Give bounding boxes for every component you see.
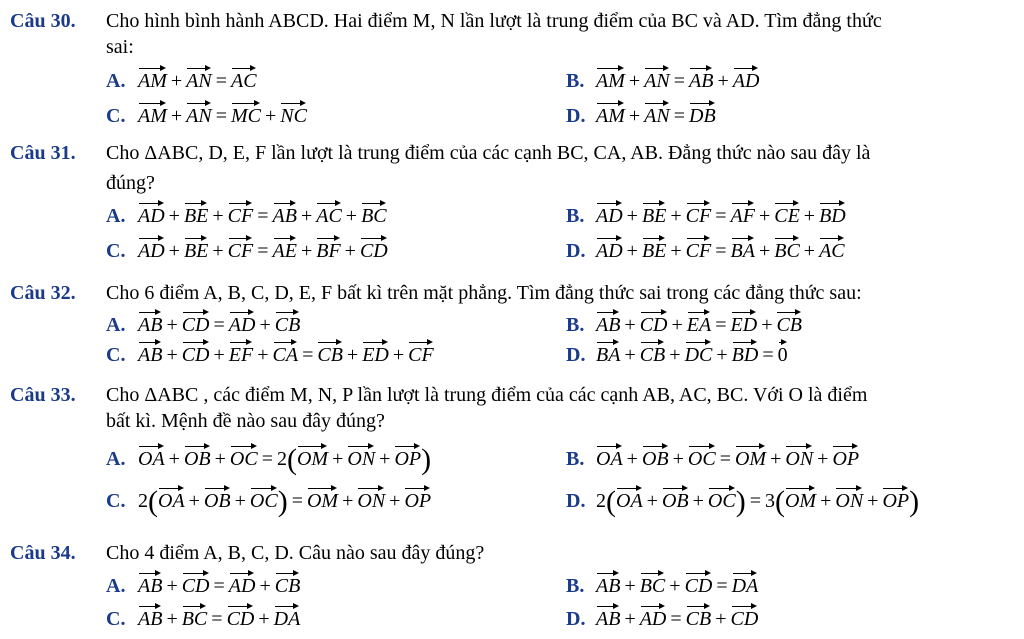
option-expr-b[interactable]: AD + BE + CF = AF + CE + BD [596, 205, 846, 227]
option-label-d[interactable]: D. [566, 105, 586, 127]
question-number: Câu 32. [10, 282, 76, 304]
question-number: Câu 30. [10, 10, 76, 32]
option-label-d[interactable]: D. [566, 490, 586, 512]
option-expr-a[interactable]: OA + OB + OC = 2(OM + ON + OP) [138, 443, 432, 476]
question-text-line-1: Cho ΔABC, D, E, F lần lượt là trung điểm của các cạnh BC, CA, AB. Đẳng thức nào sau đây là [106, 142, 871, 164]
question-number: Câu 34. [10, 542, 76, 564]
option-expr-d[interactable]: AM + AN = DB [596, 105, 716, 127]
question-text-line-1: Cho 6 điểm A, B, C, D, E, F bất kì trên mặt phẳng. Tìm đẳng thức sai trong các đẳng thức sau: [106, 282, 862, 304]
option-label-a[interactable]: A. [106, 205, 126, 227]
question-text-line-1: Cho ΔABC , các điểm M, N, P lần lượt là trung điểm của các cạnh AB, AC, BC. Với O là điểm [106, 384, 868, 406]
option-label-c[interactable]: C. [106, 608, 126, 630]
option-expr-d[interactable]: AD + BE + CF = BA + BC + AC [596, 240, 845, 262]
option-label-a[interactable]: A. [106, 314, 126, 336]
option-expr-c[interactable]: AB + BC = CD + DA [138, 608, 301, 630]
option-expr-a[interactable]: AM + AN = AC [138, 70, 257, 92]
option-expr-c[interactable]: AM + AN = MC + NC [138, 105, 307, 127]
question-text-line-1: Cho 4 điểm A, B, C, D. Câu nào sau đây đúng? [106, 542, 485, 564]
option-expr-a[interactable]: AB + CD = AD + CB [138, 314, 301, 336]
option-expr-b[interactable]: AM + AN = AB + AD [596, 70, 760, 92]
option-expr-c[interactable]: 2(OA + OB + OC) = OM + ON + OP [138, 485, 432, 518]
option-expr-b[interactable]: OA + OB + OC = OM + ON + OP [596, 448, 860, 470]
option-expr-c[interactable]: AB + CD + EF + CA = CB + ED + CF [138, 344, 434, 366]
option-label-c[interactable]: C. [106, 240, 126, 262]
option-label-b[interactable]: B. [566, 70, 585, 92]
question-text-line-2: bất kì. Mệnh đề nào sau đây đúng? [106, 410, 385, 432]
question-text-line-2: sai: [106, 36, 134, 58]
option-expr-c[interactable]: AD + BE + CF = AE + BF + CD [138, 240, 388, 262]
option-expr-a[interactable]: AB + CD = AD + CB [138, 575, 301, 597]
option-label-d[interactable]: D. [566, 344, 586, 366]
question-number: Câu 33. [10, 384, 76, 406]
option-label-b[interactable]: B. [566, 448, 585, 470]
option-label-c[interactable]: C. [106, 105, 126, 127]
option-label-b[interactable]: B. [566, 205, 585, 227]
option-label-d[interactable]: D. [566, 608, 586, 630]
option-expr-b[interactable]: AB + BC + CD = DA [596, 575, 759, 597]
option-expr-a[interactable]: AD + BE + CF = AB + AC + BC [138, 205, 387, 227]
option-expr-d[interactable]: AB + AD = CB + CD [596, 608, 759, 630]
option-expr-d[interactable]: 2(OA + OB + OC) = 3(OM + ON + OP) [596, 485, 920, 518]
option-label-b[interactable]: B. [566, 575, 585, 597]
question-text-line-1: Cho hình bình hành ABCD. Hai điểm M, N lần lượt là trung điểm của BC và AD. Tìm đẳng thức [106, 10, 882, 32]
question-text-line-2: đúng? [106, 172, 155, 194]
option-label-a[interactable]: A. [106, 448, 126, 470]
option-expr-d[interactable]: BA + CB + DC + BD = 0 [596, 344, 788, 366]
option-label-a[interactable]: A. [106, 575, 126, 597]
option-label-a[interactable]: A. [106, 70, 126, 92]
question-number: Câu 31. [10, 142, 76, 164]
option-expr-b[interactable]: AB + CD + EA = ED + CB [596, 314, 803, 336]
option-label-c[interactable]: C. [106, 490, 126, 512]
option-label-d[interactable]: D. [566, 240, 586, 262]
option-label-b[interactable]: B. [566, 314, 585, 336]
option-label-c[interactable]: C. [106, 344, 126, 366]
